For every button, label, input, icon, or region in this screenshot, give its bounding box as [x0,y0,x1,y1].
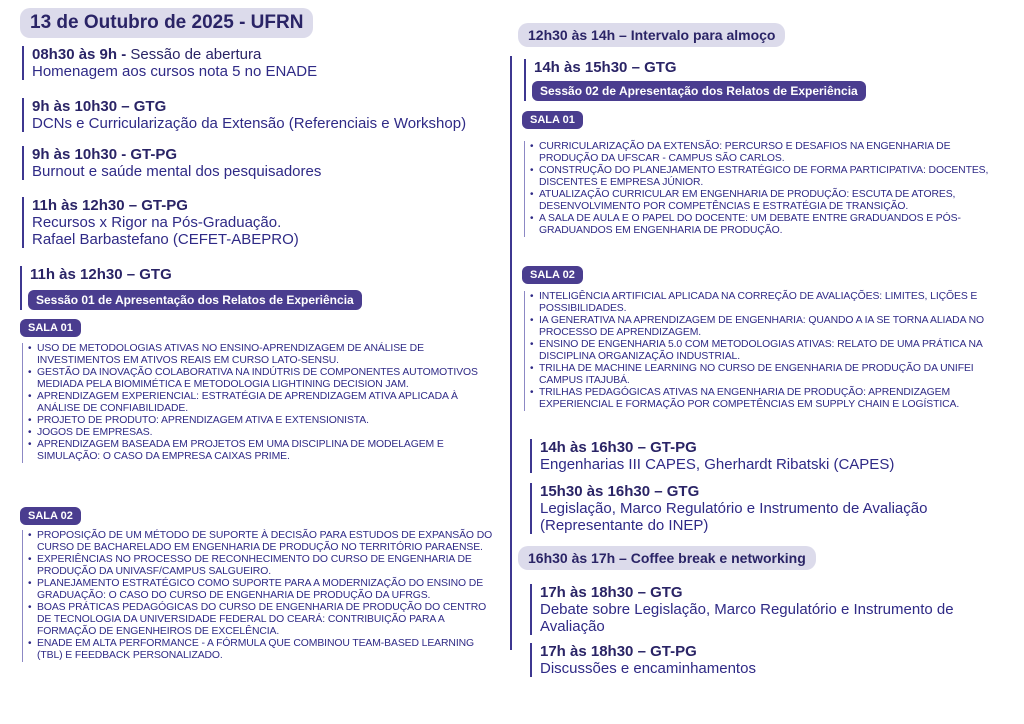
list-item: • ATUALIZAÇÃO CURRICULAR EM ENGENHARIA DE PRODUÇÃO: ESCUTA DE ATORES, DESENVOLVIMENTO POR COMPETÊNCIAS E ESTRATÉGIA DE TRANSIÇÃO. [539,189,1004,213]
room-list [22,343,502,463]
list-item: • BOAS PRÁTICAS PEDAGÓGICAS DO CURSO DE ENGENHARIA DE PRODUÇÃO DO CENTRO DE TECNOLOGIA DA UNIVERSIDADE FEDERAL DO CEARÁ: CONTRIBUIÇÃO PARA A FORMAÇÃO DE ENGENHEIROS DE EXCELÊNCIA. [37,602,502,638]
session-label: Sessão 02 de Apresentação dos Relatos de Experiência [532,81,866,101]
room-label: SALA 01 [522,111,583,129]
block-description: Engenharias III CAPES, Gherhardt Ribatski (CAPES) [540,456,895,473]
room-label: SALA 02 [522,266,583,284]
room-list [524,141,1004,237]
block-description: DCNs e Curricularização da Extensão (Referenciais e Workshop) [32,115,467,132]
session-label: Sessão 01 de Apresentação dos Relatos de Experiência [28,290,362,310]
block-description: Rafael Barbastefano (CEFET-ABEPRO) [32,231,299,248]
schedule-block-legislacao [530,483,927,534]
room-label: SALA 01 [20,319,81,337]
lunch-break-header: 12h30 às 14h – Intervalo para almoço [518,23,785,47]
time-label: 11h às 12h30 – GT-PG [32,197,188,214]
block-description: Legislação, Marco Regulatório e Instrumento de Avaliação [540,500,928,517]
time-label: 17h às 18h30 – GTG [540,584,683,601]
time-label: 14h às 15h30 – GTG [534,59,677,76]
list-item: • CURRICULARIZAÇÃO DA EXTENSÃO: PERCURSO E DESAFIOS NA ENGENHARIA DE PRODUÇÃO DA UFSCAR - CAMPUS SÃO CARLOS. [539,141,1004,165]
list-item: • APRENDIZAGEM BASEADA EM PROJETOS EM UMA DISCIPLINA DE MODELAGEM E SIMULAÇÃO: O CASO DA EMPRESA CAIXAS PRIME. [37,439,502,463]
time-label: 17h às 18h30 – GT-PG [540,643,697,660]
time-label: 9h às 10h30 – GTG [32,98,167,115]
list-item: • JOGOS DE EMPRESAS. [37,427,502,439]
list-item: • PROJETO DE PRODUTO: APRENDIZAGEM ATIVA E EXTENSIONISTA. [37,415,502,427]
time-label: 15h30 às 16h30 – GTG [540,483,700,500]
list-item: • ENSINO DE ENGENHARIA 5.0 COM METODOLOGIAS ATIVAS: RELATO DE UMA PRÁTICA NA DISCIPLINA ORGANIZAÇÃO INDUSTRIAL. [539,339,1004,363]
block-description: (Representante do INEP) [540,517,709,534]
block-description: Homenagem aos cursos nota 5 no ENADE [32,63,318,80]
time-label: 08h30 às 9h - [32,46,127,63]
time-label: 9h às 10h30 - GT-PG [32,146,178,163]
room-label: SALA 02 [20,507,81,525]
time-label: 11h às 12h30 – GTG [30,266,172,283]
block-description: Burnout e saúde mental dos pesquisadores [32,163,322,180]
list-item: • CONSTRUÇÃO DO PLANEJAMENTO ESTRATÉGICO DE FORMA PARTICIPATIVA: DOCENTES, DISCENTES E EMPRESA JÚNIOR. [539,165,1004,189]
coffee-break-header: 16h30 às 17h – Coffee break e networking [518,546,816,570]
list-item: • TRILHAS PEDAGÓGICAS ATIVAS NA ENGENHARIA DE PRODUÇÃO: APRENDIZAGEM EXPERIENCIAL E FORMAÇÃO POR COMPETÊNCIAS EM SUPPLY CHAIN E LOGÍSTICA. [539,387,1004,411]
list-item: • APRENDIZAGEM EXPERIENCIAL: ESTRATÉGIA DE APRENDIZAGEM ATIVA APLICADA À ANÁLISE DE CONFIABILIDADE. [37,391,502,415]
room-list [524,291,1004,411]
column-divider [510,56,512,650]
schedule-block-debate [530,584,954,635]
list-item: • IA GENERATIVA NA APRENDIZAGEM DE ENGENHARIA: QUANDO A IA SE TORNA ALIADA NO PROCESSO DE APRENDIZAGEM. [539,315,1004,339]
time-label: 14h às 16h30 – GT-PG [540,439,697,456]
schedule-block-capes [530,439,894,473]
list-item: • ENADE EM ALTA PERFORMANCE - A FÓRMULA QUE COMBINOU TEAM-BASED LEARNING (TBL) E FEEDBACK PERSONALIZADO. [37,638,502,662]
block-description: Debate sobre Legislação, Marco Regulatório e Instrumento de [540,601,954,618]
schedule-block-opening [22,46,317,80]
room-list [22,530,502,662]
list-item: • INTELIGÊNCIA ARTIFICIAL APLICADA NA CORREÇÃO DE AVALIAÇÕES: LIMITES, LIÇÕES E POSSIBILIDADES. [539,291,1004,315]
date-header: 13 de Outubro de 2025 - UFRN [20,8,313,38]
list-item: • TRILHA DE MACHINE LEARNING NO CURSO DE ENGENHARIA DE PRODUÇÃO DA UNIFEI CAMPUS ITAJUBÁ. [539,363,1004,387]
schedule-block-recursos [22,197,299,248]
list-item: • PLANEJAMENTO ESTRATÉGICO COMO SUPORTE PARA A MODERNIZAÇÃO DO ENSINO DE GRADUAÇÃO: O CASO DO CURSO DE ENGENHARIA DE PRODUÇÃO DA UFRGS. [37,578,502,602]
block-description: Discussões e encaminhamentos [540,660,756,677]
list-item: • USO DE METODOLOGIAS ATIVAS NO ENSINO-APRENDIZAGEM DE ANÁLISE DE INVESTIMENTOS EM ATIVOS REAIS EM CURSO LATO-SENSU. [37,343,502,367]
schedule-block-burnout [22,146,321,180]
schedule-block-dcns [22,98,466,132]
list-item: • A SALA DE AULA E O PAPEL DO DOCENTE: UM DEBATE ENTRE GRADUANDOS E PÓS-GRADUANDOS EM ENGENHARIA DE PRODUÇÃO. [539,213,1004,237]
block-description: Recursos x Rigor na Pós-Graduação. [32,214,282,231]
list-item: • GESTÃO DA INOVAÇÃO COLABORATIVA NA INDÚTRIS DE COMPONENTES AUTOMOTIVOS MEDIADA PELA BIOMIMÉTICA E METODOLOGIA LIGHTINING DECISION JAM. [37,367,502,391]
block-description: Avaliação [540,618,605,635]
inline-title: Sessão de abertura [126,46,262,63]
list-item: • EXPERIÊNCIAS NO PROCESSO DE RECONHECIMENTO DO CURSO DE ENGENHARIA DE PRODUÇÃO DA UNIVASF/CAMPUS SALGUEIRO. [37,554,502,578]
schedule-block-discussoes [530,643,756,677]
list-item: • PROPOSIÇÃO DE UM MÉTODO DE SUPORTE À DECISÃO PARA ESTUDOS DE EXPANSÃO DO CURSO DE BACHARELADO EM ENGENHARIA DE PRODUÇÃO NO TERRITÓRIO PARAENSE. [37,530,502,554]
